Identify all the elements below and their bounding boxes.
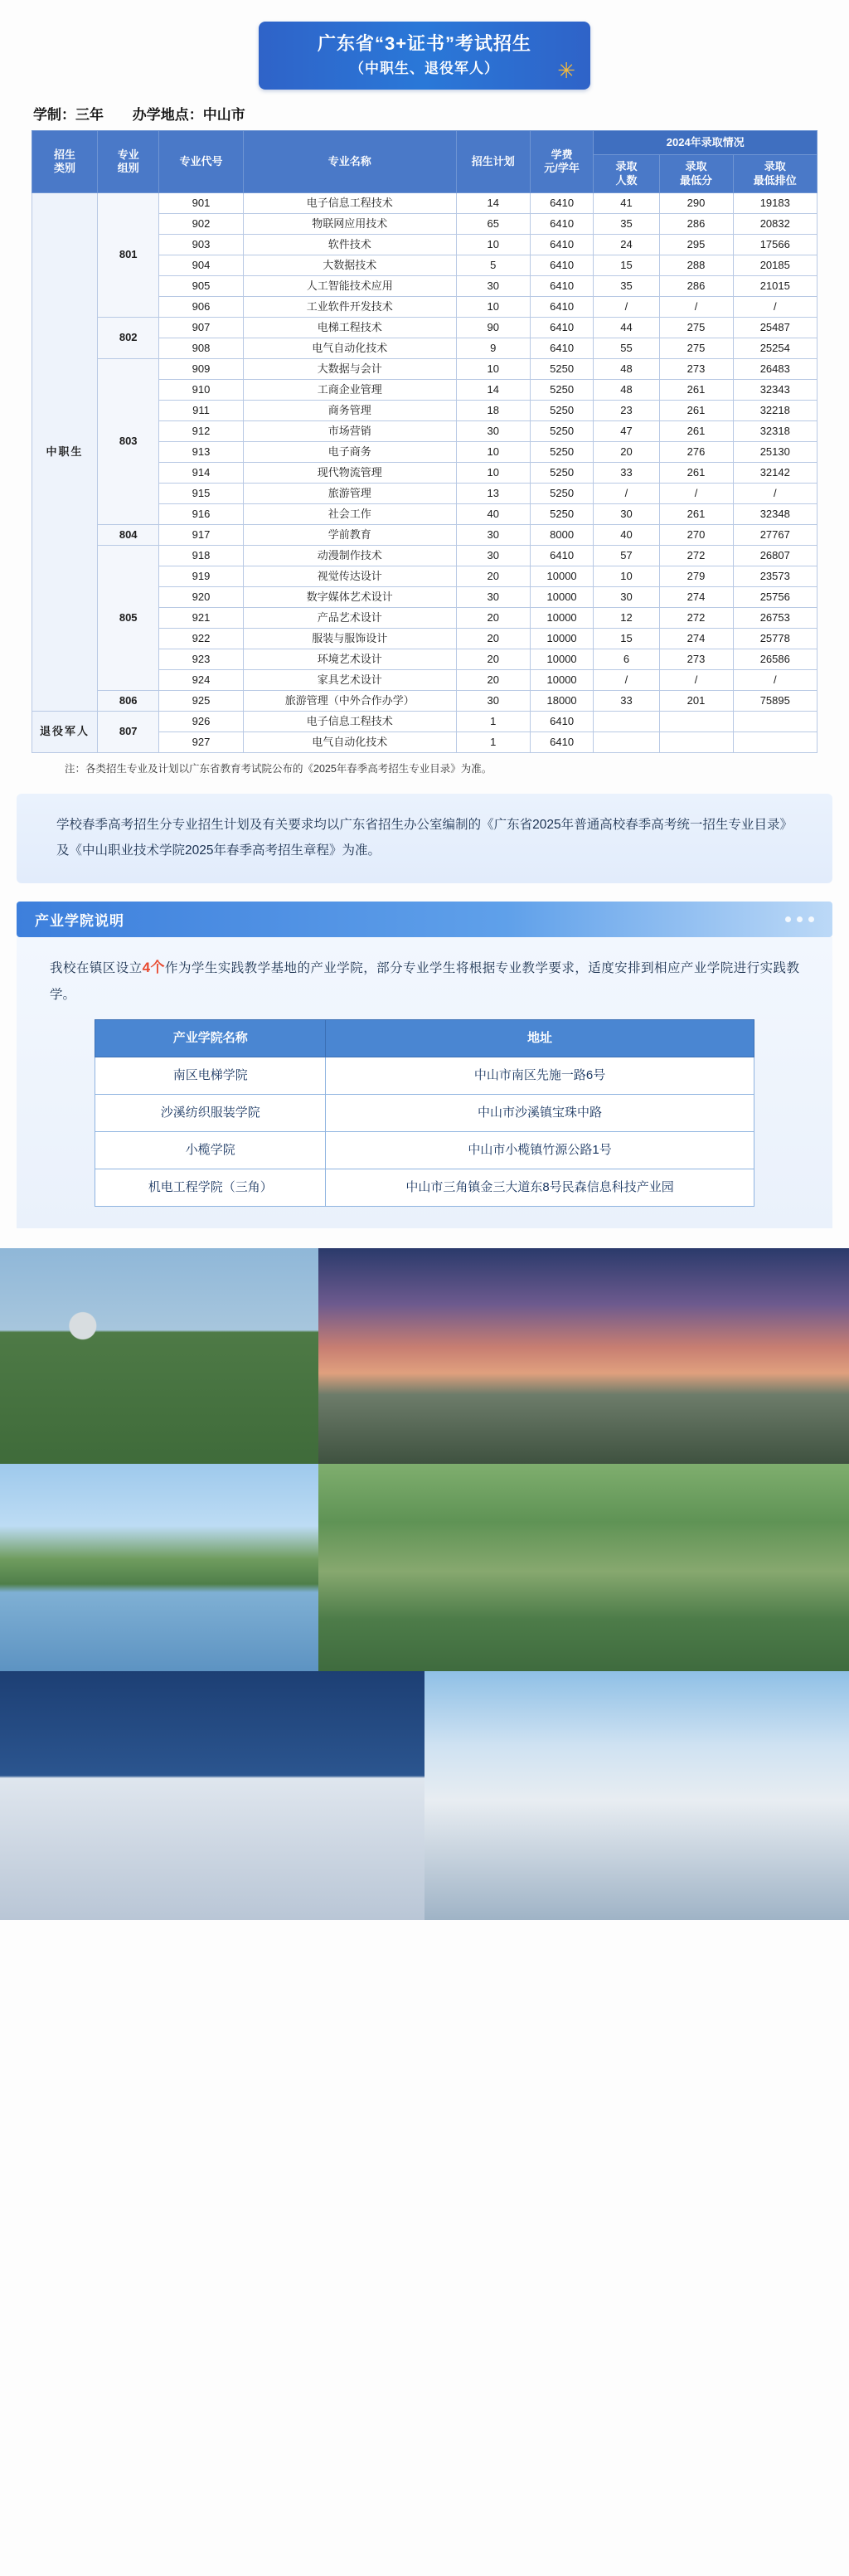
industry-college-name: 小榄学院 [95,1131,326,1169]
cell-min-score: 276 [659,441,733,462]
aerial-campus-photo [318,1464,849,1671]
industry-college-table [95,1019,754,1207]
cell-plan: 40 [456,503,530,524]
cell-admitted-count: 48 [594,358,659,379]
cell-major-code: 906 [159,296,243,317]
cell-admitted-count: 20 [594,441,659,462]
cell-min-rank: 19183 [733,192,817,213]
industry-count-highlight: 4个 [142,959,165,975]
col-major-code: 专业代号 [159,131,243,193]
cell-tuition: 10000 [530,586,594,607]
cell-plan: 5 [456,255,530,275]
cell-admitted-count [594,711,659,731]
cell-major-code: 901 [159,192,243,213]
cell-tuition: 6410 [530,192,594,213]
lake-campus-photo [0,1464,318,1671]
cell-admitted-count: 12 [594,607,659,628]
cell-plan: 30 [456,524,530,545]
cell-min-rank [733,731,817,752]
cell-major-name: 电梯工程技术 [243,317,456,338]
cell-major-code: 903 [159,234,243,255]
cell-min-rank: 26753 [733,607,817,628]
industry-table-row [95,1057,754,1094]
cell-admitted-count: 15 [594,255,659,275]
cell-min-rank: 26483 [733,358,817,379]
cell-plan: 10 [456,358,530,379]
cell-min-score: 261 [659,462,733,483]
cell-tuition: 10000 [530,607,594,628]
cell-tuition: 5250 [530,483,594,503]
table-row [32,711,817,731]
table-row [32,690,817,711]
cell-category: 退役军人 [32,711,98,752]
cell-plan: 20 [456,649,530,669]
cell-group-id: 805 [98,545,159,690]
admission-table-zone [0,130,849,780]
cell-group-id: 806 [98,690,159,711]
cell-plan: 90 [456,317,530,338]
cell-major-name: 电子信息工程技术 [243,192,456,213]
cell-plan: 30 [456,690,530,711]
decorative-dots-icon [785,916,814,922]
cell-admitted-count: 57 [594,545,659,566]
cell-min-rank: 25254 [733,338,817,358]
cell-plan: 10 [456,296,530,317]
cell-min-rank: / [733,669,817,690]
cell-min-rank: / [733,296,817,317]
col-min-rank: 录取 最低排位 [733,155,817,193]
cell-group-id: 807 [98,711,159,752]
industry-section-title: 产业学院说明 [35,912,124,929]
cell-major-code: 920 [159,586,243,607]
cell-min-score: 270 [659,524,733,545]
cell-min-score: 261 [659,400,733,420]
sunset-campus-photo [318,1248,849,1464]
cell-major-name: 旅游管理（中外合作办学） [243,690,456,711]
cell-major-code: 921 [159,607,243,628]
cell-major-name: 软件技术 [243,234,456,255]
cell-tuition: 6410 [530,275,594,296]
industry-college-address: 中山市南区先施一路6号 [326,1057,754,1094]
col-category: 招生 类别 [32,131,98,193]
cell-admitted-count: 35 [594,213,659,234]
cell-min-rank: 25487 [733,317,817,338]
col-admitted-count: 录取 人数 [594,155,659,193]
cell-min-score: 275 [659,317,733,338]
admission-table [32,130,817,753]
cell-tuition: 5250 [530,358,594,379]
cell-major-name: 动漫制作技术 [243,545,456,566]
cell-admitted-count: 24 [594,234,659,255]
cell-admitted-count: 55 [594,338,659,358]
table-footnote: 注：各类招生专业及计划以广东省教育考试院公布的《2025年春季高考招生专业目录》为准。 [65,762,492,775]
cell-admitted-count: 44 [594,317,659,338]
cell-min-score: 279 [659,566,733,586]
header-title-line1: 广东省“3+证书”考试招生 [317,33,532,54]
industry-section-body [17,937,832,1228]
cell-major-code: 914 [159,462,243,483]
cell-plan: 10 [456,462,530,483]
cell-min-rank: 27767 [733,524,817,545]
cell-major-code: 908 [159,338,243,358]
cell-min-rank: 25778 [733,628,817,649]
industry-paragraph [50,954,799,1008]
industry-section-header [17,902,832,937]
cell-plan: 65 [456,213,530,234]
cell-admitted-count [594,731,659,752]
cell-group-id: 802 [98,317,159,358]
cell-major-code: 922 [159,628,243,649]
plaza-sculpture-photo [0,1671,424,1920]
cell-group-id: 803 [98,358,159,524]
cell-major-name: 学前教育 [243,524,456,545]
table-row [32,358,817,379]
table-row [32,317,817,338]
cell-major-code: 907 [159,317,243,338]
cell-tuition: 5250 [530,379,594,400]
cell-major-code: 916 [159,503,243,524]
cell-min-score: 290 [659,192,733,213]
cell-tuition: 10000 [530,669,594,690]
cell-min-score: 273 [659,358,733,379]
info-box [17,794,832,883]
cell-group-id: 801 [98,192,159,317]
cell-admitted-count: 40 [594,524,659,545]
cell-category: 中职生 [32,192,98,711]
cell-admitted-count: 15 [594,628,659,649]
table-row [32,524,817,545]
cell-min-rank: 20185 [733,255,817,275]
cell-major-code: 912 [159,420,243,441]
col-major-name: 专业名称 [243,131,456,193]
cell-min-rank: 32318 [733,420,817,441]
cell-plan: 13 [456,483,530,503]
cell-major-code: 915 [159,483,243,503]
cell-admitted-count: / [594,669,659,690]
cell-major-code: 923 [159,649,243,669]
industry-college-name: 沙溪纺织服装学院 [95,1094,326,1131]
cell-admitted-count: / [594,296,659,317]
cell-admitted-count: 30 [594,503,659,524]
cell-min-rank: 32218 [733,400,817,420]
cell-major-code: 905 [159,275,243,296]
cell-major-code: 911 [159,400,243,420]
cell-major-code: 917 [159,524,243,545]
sparkle-icon: ✳ [557,58,575,83]
cell-major-code: 913 [159,441,243,462]
cell-plan: 10 [456,441,530,462]
cell-group-id: 804 [98,524,159,545]
cell-min-score: 274 [659,586,733,607]
cell-plan: 18 [456,400,530,420]
cell-min-rank: 17566 [733,234,817,255]
cell-tuition: 6410 [530,317,594,338]
cell-plan: 30 [456,420,530,441]
cell-tuition: 6410 [530,213,594,234]
cell-plan: 20 [456,669,530,690]
cell-tuition: 6410 [530,296,594,317]
cell-min-rank: 32348 [733,503,817,524]
cell-min-rank: 23573 [733,566,817,586]
cell-tuition: 8000 [530,524,594,545]
cell-min-score: 272 [659,545,733,566]
industry-table-row [95,1169,754,1206]
col-min-score: 录取 最低分 [659,155,733,193]
cell-major-code: 910 [159,379,243,400]
photo-collage [0,1248,849,1920]
cell-major-code: 926 [159,711,243,731]
cell-admitted-count: 33 [594,690,659,711]
cell-major-code: 909 [159,358,243,379]
header [0,0,849,98]
cell-min-score: / [659,296,733,317]
cell-admitted-count: 30 [594,586,659,607]
cell-plan: 1 [456,711,530,731]
industry-col-address: 地址 [326,1019,754,1057]
cell-min-rank: 32343 [733,379,817,400]
cell-admitted-count: 33 [594,462,659,483]
cell-plan: 20 [456,607,530,628]
cell-major-code: 902 [159,213,243,234]
cell-tuition: 6410 [530,545,594,566]
cell-admitted-count: 6 [594,649,659,669]
cell-major-name: 服装与服饰设计 [243,628,456,649]
cell-tuition: 6410 [530,234,594,255]
industry-college-name: 南区电梯学院 [95,1057,326,1094]
cell-min-score: 273 [659,649,733,669]
school-system-label: 学制：三年 [33,107,104,124]
cell-major-name: 环境艺术设计 [243,649,456,669]
cell-major-code: 904 [159,255,243,275]
cell-min-rank: 26586 [733,649,817,669]
cell-major-name: 工商企业管理 [243,379,456,400]
location-label: 办学地点：中山市 [132,107,245,124]
industry-college-name: 机电工程学院（三角） [95,1169,326,1206]
cell-admitted-count: 23 [594,400,659,420]
modern-building-photo [424,1671,849,1920]
cell-major-name: 电气自动化技术 [243,731,456,752]
cell-min-score: 286 [659,213,733,234]
cell-major-code: 918 [159,545,243,566]
cell-plan: 30 [456,586,530,607]
cell-min-score [659,711,733,731]
header-banner [259,22,590,90]
cell-tuition: 6410 [530,731,594,752]
cell-plan: 20 [456,628,530,649]
cell-min-rank: 75895 [733,690,817,711]
cell-min-rank: 32142 [733,462,817,483]
cell-plan: 14 [456,192,530,213]
cell-tuition: 6410 [530,255,594,275]
table-row [32,545,817,566]
cell-major-name: 电子商务 [243,441,456,462]
cell-admitted-count: 47 [594,420,659,441]
cell-min-rank [733,711,817,731]
cell-tuition: 10000 [530,649,594,669]
cell-min-score: 261 [659,503,733,524]
industry-paragraph-part2: 作为学生实践教学基地的产业学院，部分专业学生将根据专业教学要求，适度安排到相应产业学院进行实践教学。 [50,960,799,1002]
industry-col-name: 产业学院名称 [95,1019,326,1057]
cell-major-name: 商务管理 [243,400,456,420]
cell-major-name: 大数据技术 [243,255,456,275]
cell-admitted-count: / [594,483,659,503]
cell-min-score: 261 [659,379,733,400]
table-header-row [32,131,817,155]
cell-min-score: 201 [659,690,733,711]
cell-tuition: 6410 [530,338,594,358]
cell-tuition: 5250 [530,503,594,524]
table-row [32,192,817,213]
cell-major-name: 市场营销 [243,420,456,441]
cell-major-name: 大数据与会计 [243,358,456,379]
cell-plan: 14 [456,379,530,400]
cell-min-score: 286 [659,275,733,296]
cell-min-rank: / [733,483,817,503]
cell-plan: 10 [456,234,530,255]
industry-table-row [95,1131,754,1169]
industry-paragraph-part1: 我校在镇区设立 [50,960,143,975]
cell-major-name: 工业软件开发技术 [243,296,456,317]
cell-admitted-count: 10 [594,566,659,586]
cell-tuition: 10000 [530,628,594,649]
cell-plan: 9 [456,338,530,358]
industry-table-header-row [95,1019,754,1057]
cell-major-name: 电气自动化技术 [243,338,456,358]
cell-tuition: 18000 [530,690,594,711]
subheader [0,98,849,130]
cell-major-name: 数字媒体艺术设计 [243,586,456,607]
col-plan: 招生计划 [456,131,530,193]
col-admission-group: 2024年录取情况 [594,131,817,155]
cell-min-score: 275 [659,338,733,358]
cell-min-score: 272 [659,607,733,628]
cell-min-rank: 25756 [733,586,817,607]
cell-min-score: 295 [659,234,733,255]
cell-plan: 20 [456,566,530,586]
cell-tuition: 5250 [530,462,594,483]
header-title-line2: （中职生、退役军人） [350,61,499,76]
cell-major-name: 视觉传达设计 [243,566,456,586]
cell-major-name: 人工智能技术应用 [243,275,456,296]
industry-college-address: 中山市沙溪镇宝珠中路 [326,1094,754,1131]
cell-min-score: 261 [659,420,733,441]
cell-min-rank: 25130 [733,441,817,462]
industry-table-row [95,1094,754,1131]
cell-major-name: 现代物流管理 [243,462,456,483]
industry-college-address: 中山市三角镇金三大道东8号民森信息科技产业园 [326,1169,754,1206]
cell-major-name: 物联网应用技术 [243,213,456,234]
col-group: 专业 组别 [98,131,159,193]
cell-major-name: 产品艺术设计 [243,607,456,628]
cell-plan: 30 [456,275,530,296]
col-tuition: 学费 元/学年 [530,131,594,193]
cell-tuition: 6410 [530,711,594,731]
cell-tuition: 5250 [530,400,594,420]
cell-min-rank: 21015 [733,275,817,296]
cell-major-name: 旅游管理 [243,483,456,503]
cell-min-rank: 20832 [733,213,817,234]
cell-tuition: 5250 [530,441,594,462]
cell-min-rank: 26807 [733,545,817,566]
industry-college-address: 中山市小榄镇竹源公路1号 [326,1131,754,1169]
cell-tuition: 5250 [530,420,594,441]
cell-major-code: 925 [159,690,243,711]
cell-major-code: 927 [159,731,243,752]
cell-admitted-count: 41 [594,192,659,213]
cell-major-name: 社会工作 [243,503,456,524]
cell-min-score: / [659,669,733,690]
cell-min-score: 288 [659,255,733,275]
cell-min-score: / [659,483,733,503]
info-box-text: 学校春季高考招生分专业招生计划及有关要求均以广东省招生办公室编制的《广东省2025年普通高校春季高考统一招生专业目录》及《中山职业技术学院2025年春季高考招生章程》为准。 [56,817,793,858]
cell-plan: 30 [456,545,530,566]
cell-tuition: 10000 [530,566,594,586]
cell-major-code: 924 [159,669,243,690]
cell-admitted-count: 48 [594,379,659,400]
cell-major-name: 电子信息工程技术 [243,711,456,731]
cell-major-code: 919 [159,566,243,586]
cell-min-score [659,731,733,752]
cell-plan: 1 [456,731,530,752]
campus-statue-photo [0,1248,318,1464]
cell-admitted-count: 35 [594,275,659,296]
cell-min-score: 274 [659,628,733,649]
cell-major-name: 家具艺术设计 [243,669,456,690]
